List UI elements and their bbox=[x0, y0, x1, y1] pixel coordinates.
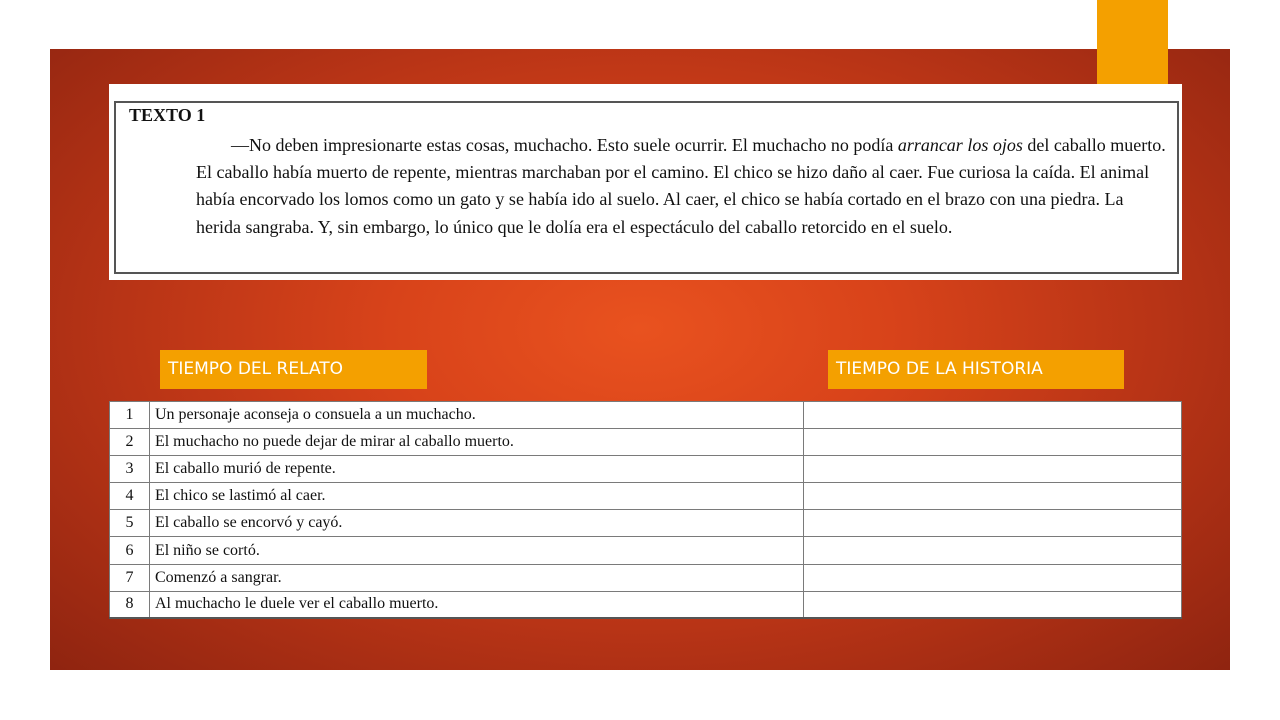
tiempo-del-relato-label: TIEMPO DEL RELATO bbox=[160, 350, 427, 389]
table-row bbox=[110, 483, 1182, 510]
table-row bbox=[110, 429, 1182, 456]
text-body-part-1: —No deben impresionarte estas cosas, muchacho. Esto suele ocurrir. El muchacho no podía bbox=[231, 135, 898, 155]
event-description: El caballo se encorvó y cayó. bbox=[149, 510, 803, 537]
event-description: El niño se cortó. bbox=[149, 537, 803, 564]
answer-cell[interactable] bbox=[803, 510, 1181, 537]
answer-cell[interactable] bbox=[803, 564, 1181, 591]
events-table bbox=[109, 401, 1182, 619]
table-row bbox=[110, 510, 1182, 537]
event-description: El chico se lastimó al caer. bbox=[149, 483, 803, 510]
text-excerpt-box bbox=[109, 84, 1182, 280]
table-row bbox=[110, 456, 1182, 483]
event-description: Al muchacho le duele ver el caballo muerto. bbox=[149, 591, 803, 618]
text-body bbox=[196, 132, 1166, 241]
answer-cell[interactable] bbox=[803, 483, 1181, 510]
answer-cell[interactable] bbox=[803, 429, 1181, 456]
table-row bbox=[110, 537, 1182, 564]
row-number: 3 bbox=[110, 456, 150, 483]
accent-tab bbox=[1097, 0, 1168, 84]
event-description: El muchacho no puede dejar de mirar al caballo muerto. bbox=[149, 429, 803, 456]
event-description: Un personaje aconseja o consuela a un muchacho. bbox=[149, 402, 803, 429]
text-excerpt-frame bbox=[114, 101, 1179, 274]
table-row bbox=[110, 564, 1182, 591]
answer-cell[interactable] bbox=[803, 591, 1181, 618]
row-number: 1 bbox=[110, 402, 150, 429]
table-row bbox=[110, 402, 1182, 429]
event-description: El caballo murió de repente. bbox=[149, 456, 803, 483]
table-row bbox=[110, 591, 1182, 618]
text-body-emphasis: arrancar los ojos bbox=[897, 135, 1023, 155]
answer-cell[interactable] bbox=[803, 537, 1181, 564]
event-description: Comenzó a sangrar. bbox=[149, 564, 803, 591]
text-title: TEXTO 1 bbox=[129, 105, 206, 125]
row-number: 4 bbox=[110, 483, 150, 510]
row-number: 6 bbox=[110, 537, 150, 564]
text-body-part-2: del caballo muerto. El caballo había muerto de repente, mientras marchaban por el camino. El chico se hizo daño al caer. Fue curiosa la caída. El animal había encorvado los lomos como un gato y se había ido al suelo. Al caer, el chico se había cortado en el brazo con una piedra. La herida sangraba. Y, sin embargo, lo único que le dolía era el espectáculo del caballo retorcido en el suelo. bbox=[196, 135, 1166, 237]
tiempo-de-la-historia-label: TIEMPO DE LA HISTORIA bbox=[828, 350, 1124, 389]
row-number: 5 bbox=[110, 510, 150, 537]
row-number: 7 bbox=[110, 564, 150, 591]
row-number: 8 bbox=[110, 591, 150, 618]
answer-cell[interactable] bbox=[803, 402, 1181, 429]
row-number: 2 bbox=[110, 429, 150, 456]
answer-cell[interactable] bbox=[803, 456, 1181, 483]
